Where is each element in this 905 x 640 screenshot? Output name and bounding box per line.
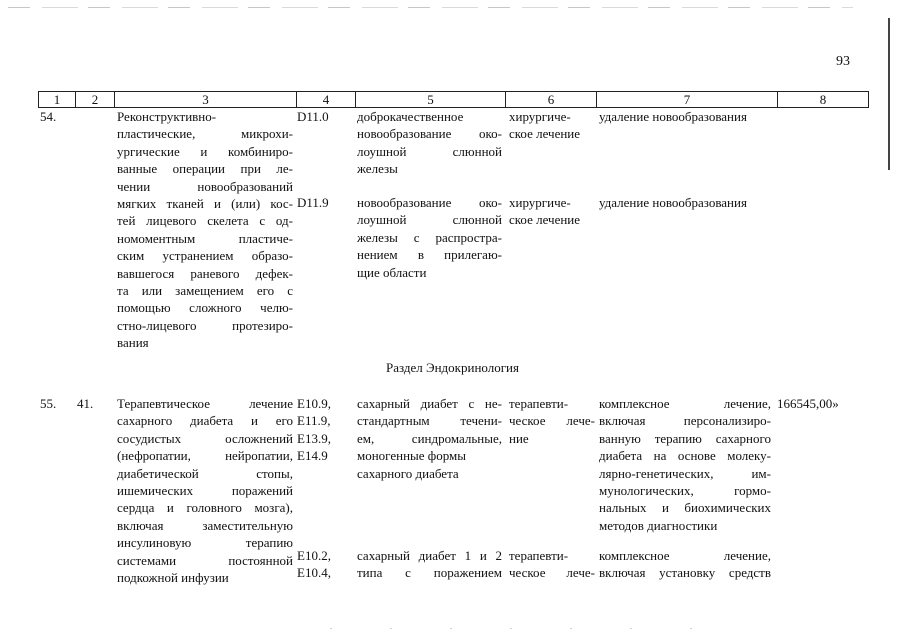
header-col-1: 1	[53, 92, 61, 107]
row55-method-2: комплексное лечение, включая установку средств	[599, 548, 771, 581]
row55-type-1: терапевти- ческое лече- ние	[509, 396, 595, 446]
header-col-4: 4	[322, 92, 330, 107]
header-col-3: 3	[202, 92, 209, 107]
row54-code-2: D11.9	[297, 195, 329, 210]
row55-procedure: Терапевтическое лечение сахарного диабета и его сосудистых осложнений (нефропатии, нейропатии, диабетической стопы, ишемических поражений сердца и головного мозга), включая заместительную инсулиновую терапию системами постоянной подкожной инфузии	[117, 396, 293, 586]
row55-group: 41.	[77, 396, 94, 411]
section-title: Раздел Эндокринология	[386, 360, 519, 375]
row54-model-2: новообразование око- лоушной слюнной железы с распростра- нением в прилегаю- щие области	[357, 195, 502, 280]
header-col-8: 8	[819, 92, 827, 107]
row55-codes-1: E10.9, E11.9, E13.9, E14.9	[297, 396, 331, 464]
page-number: 93	[836, 54, 850, 69]
scan-artifact-right	[888, 18, 890, 170]
row55-model-2: сахарный диабет 1 и 2 типа с поражением	[357, 548, 502, 581]
row55-codes-2: E10.2, E10.4,	[297, 548, 331, 581]
row54-type-2: хирургиче- ское лечение	[509, 195, 581, 228]
header-col-6: 6	[547, 92, 555, 107]
header-col-2: 2	[91, 92, 99, 107]
row54-method-2: удаление новообразования	[599, 195, 747, 210]
header-col-5: 5	[427, 92, 434, 107]
row55-model-1: сахарный диабет с не- стандартным течени- ем, синдромальные, моногенные формы сахарного диабета	[357, 396, 502, 481]
row55-type-2: терапевти- ческое лече-	[509, 548, 595, 581]
row54-method-1: удаление новообразования	[599, 109, 747, 124]
scan-artifact-bottom	[330, 628, 730, 629]
row55-method-1: комплексное лечение, включая персонализиро- ванную терапию сахарного диабета на основе молеку- лярно-генетических, им- мунологических, гормо- нальных и биохимических методов диагностики	[599, 396, 771, 533]
header-col-7: 7	[683, 92, 691, 107]
row54-model-1: доброкачественное новообразование око- лоушной слюнной железы	[357, 109, 502, 177]
row55-cost: 166545,00»	[777, 396, 839, 411]
row54-code-1: D11.0	[297, 109, 329, 124]
row54-procedure: Реконструктивно- пластические, микрохи- ургические и комбиниро- ванные операции при ле- чении новообразований мягких тканей и (или) кос- тей лицевого скелета с од- номоментным пластиче- ским устранением образо- вавшегося раневого дефек- та или замещением его с помощью сложного челю- стно-лицевого протезиро- вания	[117, 109, 293, 351]
table-header	[38, 91, 869, 108]
scan-artifact-top	[8, 7, 853, 8]
row55-number: 55.	[40, 396, 57, 411]
row54-number: 54.	[40, 109, 57, 124]
row54-type-1: хирургиче- ское лечение	[509, 109, 581, 142]
